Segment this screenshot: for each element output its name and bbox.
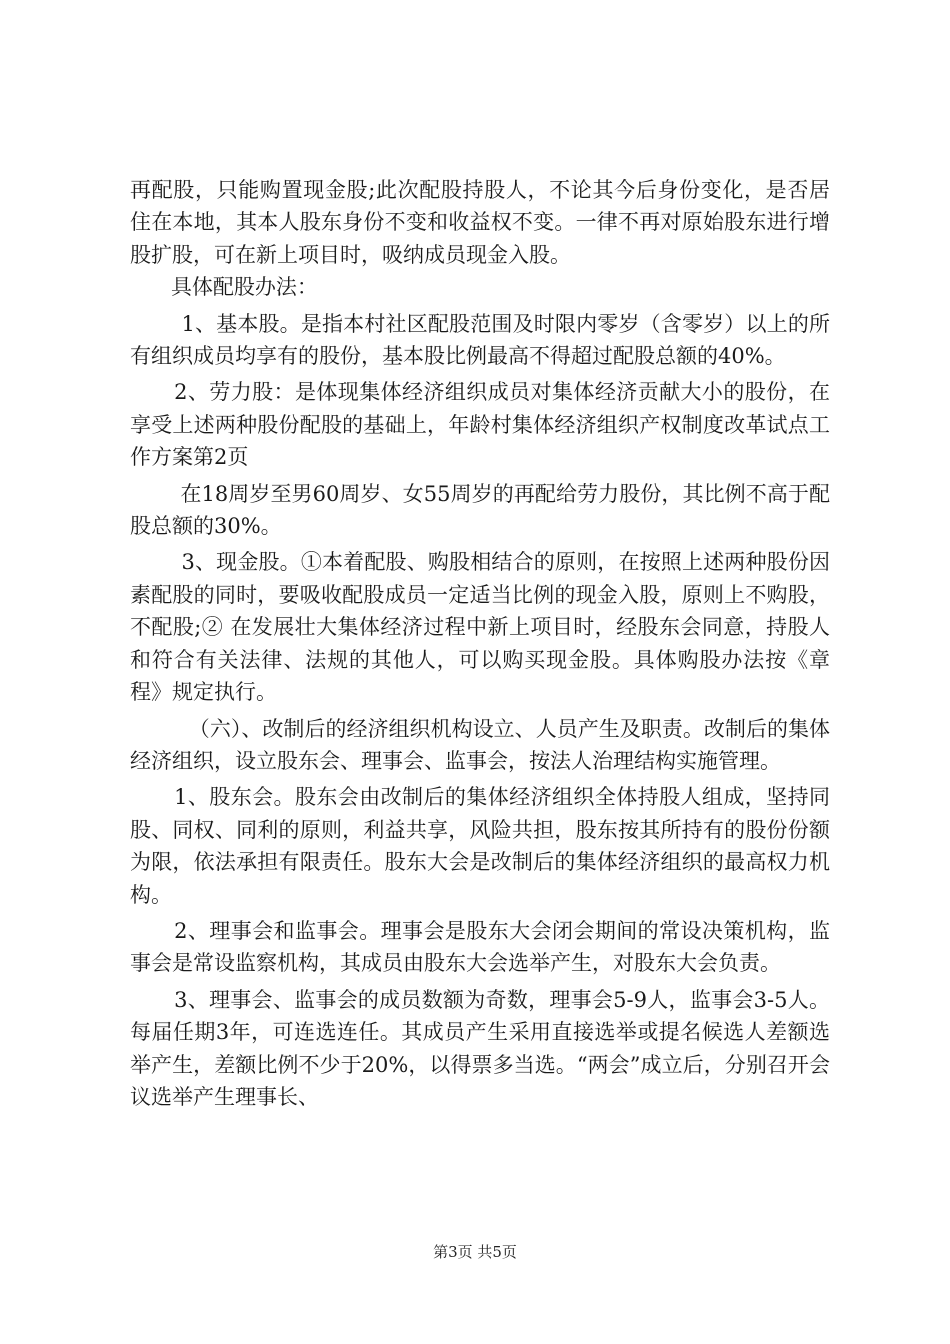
page-footer: 第3页 共5页	[433, 1243, 517, 1261]
paragraph: 3、理事会、监事会的成员数额为奇数，理事会5-9人，监事会3-5人。每届任期3年，可连选连任。其成员产生采用直接选举或提名候选人差额选举产生，差额比例不少于20%，以得票多当选。“两会”成立后，分别召开会议选举产生理事长、	[130, 987, 830, 1109]
paragraph: 1、基本股。是指本村社区配股范围及时限内零岁（含零岁）以上的所有组织成员均享有的股份，基本股比例最高不得超过配股总额的40%。	[130, 311, 830, 369]
paragraph: 1、股东会。股东会由改制后的集体经济组织全体持股人组成，坚持同股、同权、同利的原则，利益共享，风险共担，股东按其所持有的股份份额为限，依法承担有限责任。股东大会是改制后的集体经济组织的最高权力机构。	[130, 785, 830, 907]
paragraph: 2、理事会和监事会。理事会是股东大会闭会期间的常设决策机构，监事会是常设监察机构，其成员由股东大会选举产生，对股东大会负责。	[130, 918, 830, 976]
document-body	[130, 174, 830, 1113]
paragraph: （六）、改制后的经济组织机构设立、人员产生及职责。改制后的集体经济组织，设立股东会、理事会、监事会，按法人治理结构实施管理。	[130, 716, 830, 773]
paragraph: 3、现金股。①本着配股、购股相结合的原则，在按照上述两种股份因素配股的同时，要吸收配股成员一定适当比例的现金入股，原则上不购股，不配股;② 在发展壮大集体经济过程中新上项目时，经股东会同意，持股人和符合有关法律、法规的其他人，可以购买现金股。具体购股办法按《章程》规定执行。	[130, 550, 830, 705]
paragraph: 具体配股办法：	[170, 275, 318, 300]
paragraph: 2、劳力股：是体现集体经济组织成员对集体经济贡献大小的股份，在享受上述两种股份配股的基础上，年龄村集体经济组织产权制度改革试点工作方案第2页	[130, 380, 830, 470]
paragraph: 再配股，只能购置现金股;此次配股持股人，不论其今后身份变化，是否居住在本地，其本人股东身份不变和收益权不变。一律不再对原始股东进行增股扩股，可在新上项目时，吸纳成员现金入股。	[130, 178, 830, 267]
paragraph: 在18周岁至男60周岁、女55周岁的再配给劳力股份，其比例不高于配股总额的30%。	[130, 481, 830, 539]
